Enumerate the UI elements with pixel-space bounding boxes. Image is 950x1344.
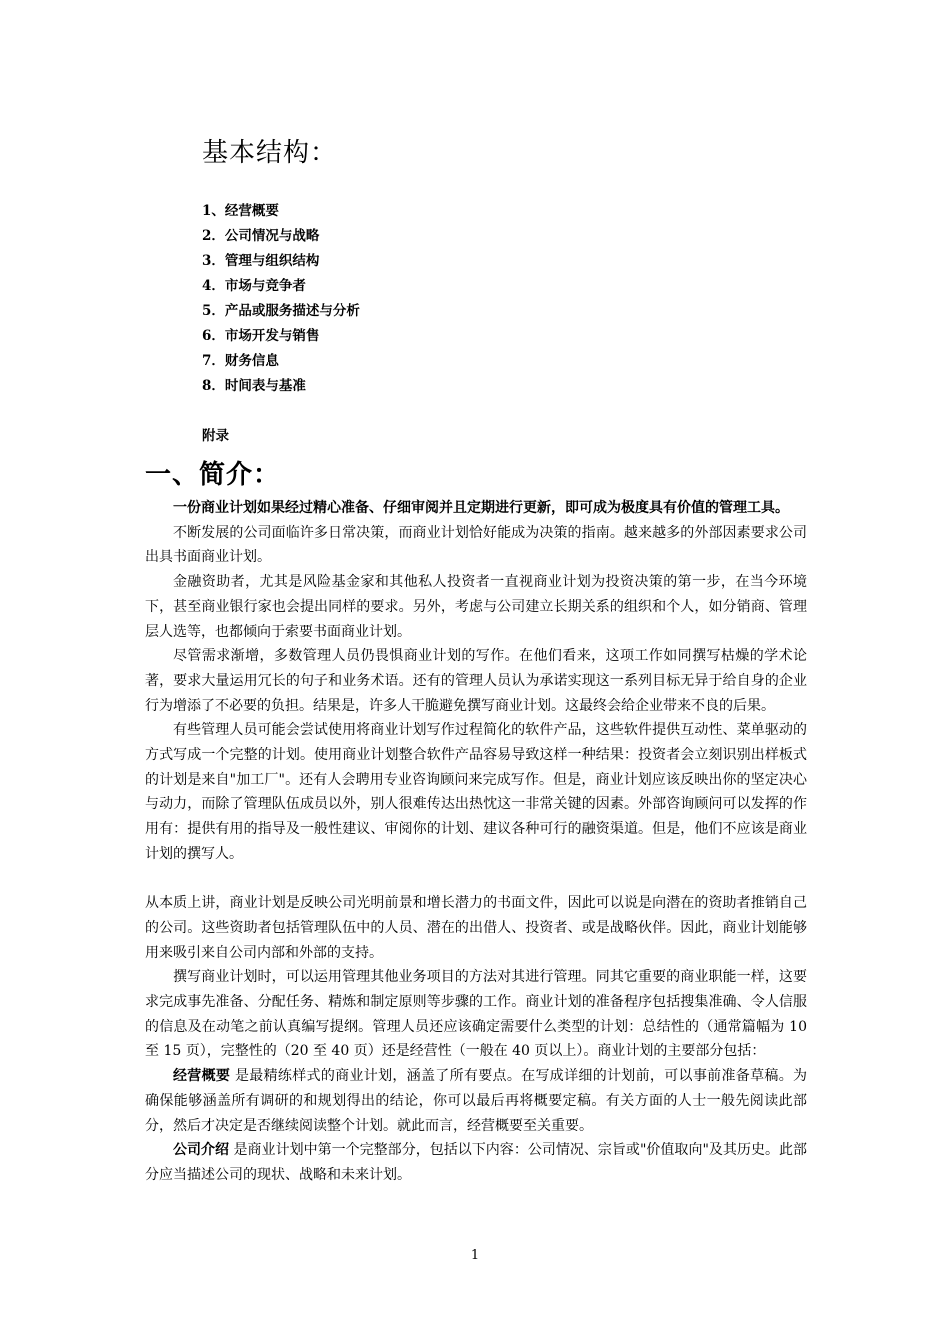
paragraph: 撰写商业计划时，可以运用管理其他业务项目的方法对其进行管理。同其它重要的商业职能一样，这要求完成事先准备、分配任务、精炼和制定原则等步骤的工作。商业计划的准备程序包括搜集准确、令人信服的信息及在动笔之前认真编写提纲。管理人员还应该确定需要什么类型的计划：总结性的（通常篇幅为 10 至 15 页），完整性的（20 至 40 页）还是经营性（一般在 40 页以上）。商业计划的主要部分包括： <box>145 969 807 1060</box>
definition-company-intro: 是商业计划中第一个完整部分，包括以下内容：公司情况、宗旨或"价值取向"及其历史。此部分应当描述公司的现状、战略和未来计划。 <box>145 1142 808 1183</box>
appendix-label: 附录 <box>202 428 229 444</box>
toc-item: 2．公司情况与战略 <box>202 228 320 244</box>
term-company-intro: 公司介绍 <box>173 1142 230 1159</box>
heading-basic-structure: 基本结构： <box>202 138 338 168</box>
paragraph-company-intro <box>145 1138 807 1187</box>
body-text <box>145 496 807 1188</box>
paragraph-executive-summary <box>145 1064 807 1138</box>
toc-item: 7．财务信息 <box>202 353 279 369</box>
paragraph: 金融资助者，尤其是风险基金家和其他私人投资者一直视商业计划为投资决策的第一步，在当今环境下，甚至商业银行家也会提出同样的要求。另外，考虑与公司建立长期关系的组织和个人，如分销商、管理层人选等，也都倾向于索要书面商业计划。 <box>145 574 807 640</box>
paragraph: 尽管需求渐增，多数管理人员仍畏惧商业计划的写作。在他们看来，这项工作如同撰写枯燥的学术论著，要求大量运用冗长的句子和业务术语。还有的管理人员认为承诺实现这一系列目标无异于给自身的企业行为增添了不必要的负担。结果是，许多人干脆避免撰写商业计划。这最终会给企业带来不良的后果。 <box>145 648 807 714</box>
paragraph: 从本质上讲，商业计划是反映公司光明前景和增长潜力的书面文件，因此可以说是向潜在的资助者推销自己的公司。这些资助者包括管理队伍中的人员、潜在的出借人、投资者、或是战略伙伴。因此，商业计划能够用来吸引来自公司内部和外部的支持。 <box>145 895 807 961</box>
page-number: 1 <box>470 1248 480 1263</box>
toc-item: 8．时间表与基准 <box>202 378 306 394</box>
paragraph-spacer <box>145 867 807 892</box>
table-of-contents <box>202 200 360 400</box>
toc-item: 5．产品或服务描述与分析 <box>202 303 360 319</box>
lead-paragraph: 一份商业计划如果经过精心准备、仔细审阅并且定期进行更新，即可成为极度具有价值的管理工具。 <box>173 500 789 516</box>
toc-item: 6．市场开发与销售 <box>202 328 320 344</box>
heading-introduction: 一、简介： <box>145 460 281 490</box>
toc-item: 4．市场与竞争者 <box>202 278 306 294</box>
toc-item: 3．管理与组织结构 <box>202 253 320 269</box>
definition-executive-summary: 是最精练样式的商业计划，涵盖了所有要点。在写成详细的计划前，可以事前准备草稿。为确保能够涵盖所有调研的和规划得出的结论，你可以最后再将概要定稿。有关方面的人士一般先阅读此部分，然后才决定是否继续阅读整个计划。就此而言，经营概要至关重要。 <box>145 1068 807 1134</box>
paragraph: 不断发展的公司面临许多日常决策，而商业计划恰好能成为决策的指南。越来越多的外部因素要求公司出具书面商业计划。 <box>145 524 807 566</box>
paragraph: 有些管理人员可能会尝试使用将商业计划写作过程简化的软件产品，这些软件提供互动性、菜单驱动的方式写成一个完整的计划。使用商业计划整合软件产品容易导致这样一种结果：投资者会立刻识别出样板式的计划是来自"加工厂"。还有人会聘用专业咨询顾问来完成写作。但是，商业计划应该反映出你的坚定决心与动力，而除了管理队伍成员以外，别人很难传达出热忱这一非常关键的因素。外部咨询顾问可以发挥的作用有：提供有用的指导及一般性建议、审阅你的计划、建议各种可行的融资渠道。但是，他们不应该是商业计划的撰写人。 <box>145 722 807 862</box>
toc-item: 1、经营概要 <box>202 203 279 219</box>
term-executive-summary: 经营概要 <box>173 1068 231 1085</box>
